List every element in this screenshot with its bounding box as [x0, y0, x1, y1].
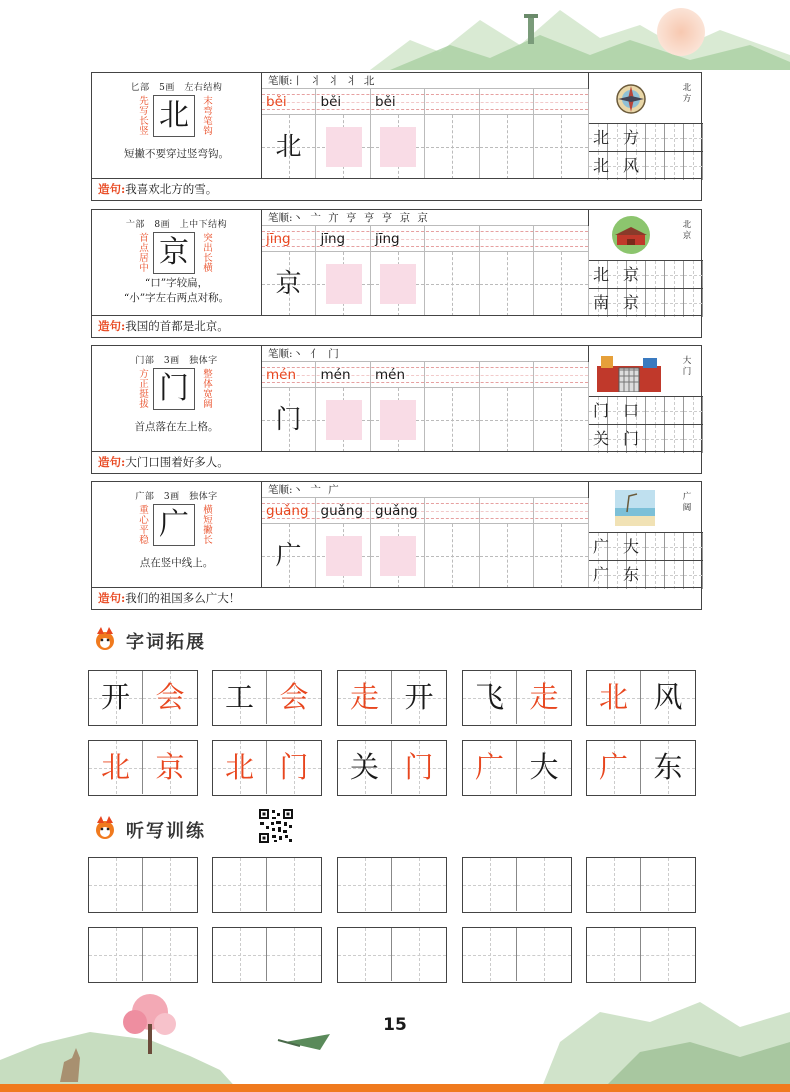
practice-area: [262, 210, 589, 316]
stroke-order-label: 笔顺:: [268, 484, 293, 496]
pinyin-cell[interactable]: [426, 89, 480, 115]
tracing-cell[interactable]: [317, 115, 371, 179]
gate-icon: [597, 352, 661, 392]
pinyin-row: [262, 89, 588, 115]
word-cell[interactable]: [665, 397, 684, 425]
word-cell[interactable]: [684, 425, 703, 453]
word-box: [337, 670, 447, 726]
writing-note: 短撇不要穿过竖弯钩。: [124, 148, 229, 160]
model-character-small: 门: [275, 405, 302, 435]
dictation-cell[interactable]: [267, 858, 321, 911]
model-character-small: 广: [275, 541, 302, 571]
word-box-cell: [641, 671, 695, 724]
section-title: 听写训练: [126, 821, 206, 842]
word-panel: [589, 73, 703, 179]
example-word: 北风: [593, 156, 654, 175]
pinyin-cell[interactable]: [480, 362, 534, 388]
stroke-order-sequence: 丨 丬 丬 丬 北: [292, 75, 377, 87]
word-character: 门: [279, 750, 309, 784]
writing-tip-right: 横短撇长: [203, 505, 213, 546]
stroke-order-label: 笔顺:: [268, 75, 293, 87]
writing-note: 点在竖中线上。: [139, 557, 214, 569]
dictation-cell[interactable]: [338, 928, 392, 981]
word-character: 东: [653, 750, 683, 784]
tracing-cell[interactable]: [262, 388, 316, 452]
dictation-cell[interactable]: [463, 928, 517, 981]
model-character: 北: [153, 95, 195, 137]
tracing-cell[interactable]: [426, 115, 480, 179]
pinyin-cell: mén: [317, 362, 371, 388]
example-word: 广大: [593, 537, 654, 556]
word-cell[interactable]: [684, 561, 703, 589]
dictation-cell[interactable]: [89, 928, 143, 981]
word-cell[interactable]: [684, 289, 703, 317]
word-character: 关: [349, 750, 379, 784]
sentence-text: 大门口围着好多人。: [125, 455, 229, 469]
page-number: 15: [383, 1015, 407, 1035]
trace-placeholder: [380, 127, 416, 167]
word-box-cell: [267, 741, 321, 794]
char-info-panel: [92, 482, 262, 588]
sentence-text: 我们的祖国多么广大！: [125, 591, 241, 605]
lesson-main: [92, 482, 701, 588]
qr-code-icon[interactable]: [258, 808, 294, 844]
trace-placeholder: [326, 400, 362, 440]
word-character: 广: [598, 750, 628, 784]
sentence-text: 我喜欢北方的雪。: [125, 182, 218, 196]
word-box-cell: [213, 741, 267, 794]
practice-area: [262, 482, 589, 588]
dictation-cell[interactable]: [517, 858, 571, 911]
word-writing-grid: [589, 532, 703, 588]
trace-placeholder: [380, 536, 416, 576]
word-row: [589, 532, 703, 560]
tracing-grid-row: [262, 388, 588, 452]
word-box-cell: [587, 741, 641, 794]
radical-stroke-structure: 门部 3画 独体字: [135, 356, 218, 366]
practice-area: [262, 73, 589, 179]
dictation-box[interactable]: [462, 857, 572, 913]
stroke-order-sequence: 丶 亠 广: [292, 484, 341, 496]
dictation-cell[interactable]: [587, 928, 641, 981]
sentence-text: 我国的首都是北京。: [125, 319, 229, 333]
word-panel: [589, 346, 703, 452]
writing-tip-left: 重心平稳: [139, 505, 149, 546]
illustration-caption: 广阔: [682, 492, 692, 513]
mascot-icon: [92, 815, 118, 843]
pinyin-cell: jīng: [371, 226, 425, 252]
word-character: 开: [404, 680, 434, 714]
word-writing-grid: [589, 123, 703, 179]
tracing-cell[interactable]: [426, 252, 480, 316]
tracing-cell[interactable]: [371, 252, 425, 316]
pinyin-cell: běi: [317, 89, 371, 115]
tracing-grid-row: [262, 252, 588, 316]
writing-note: 首点落在左上格。: [134, 421, 219, 433]
example-word: 关门: [593, 429, 654, 448]
word-box-cell: [338, 741, 392, 794]
word-box-cell: [517, 671, 571, 724]
radical-stroke-structure: 亠部 8画 上中下结构: [125, 220, 228, 230]
model-character: 京: [153, 232, 195, 274]
word-box: [88, 670, 198, 726]
illustration-caption: 北方: [682, 83, 692, 104]
model-character-small: 北: [275, 132, 302, 162]
tracing-cell[interactable]: [535, 388, 589, 452]
dictation-cell[interactable]: [392, 928, 446, 981]
word-box: [337, 740, 447, 796]
trace-placeholder: [380, 400, 416, 440]
illustration: [589, 482, 703, 532]
pinyin-cell: guǎng: [317, 498, 371, 524]
word-cell[interactable]: [684, 261, 703, 289]
word-character: 工: [224, 680, 254, 714]
tracing-cell[interactable]: [317, 524, 371, 588]
dictation-box[interactable]: [88, 857, 198, 913]
tracing-cell[interactable]: [262, 524, 316, 588]
pinyin-cell[interactable]: [426, 226, 480, 252]
writing-tip-right: 末弯笔钩: [203, 96, 213, 137]
bottom-accent-bar: [0, 1084, 790, 1092]
mascot-icon: [92, 626, 118, 654]
illustration: [589, 210, 703, 260]
word-row: [589, 288, 703, 316]
writing-tip-right: 突出长横: [203, 233, 213, 274]
word-box-cell: [89, 671, 143, 724]
tracing-cell[interactable]: [262, 115, 316, 179]
dictation-box[interactable]: [337, 857, 447, 913]
word-cell[interactable]: [665, 152, 684, 180]
model-character: 门: [153, 368, 195, 410]
word-cell[interactable]: [684, 152, 703, 180]
pinyin-cell: mén: [262, 362, 316, 388]
writing-tip-left: 先写长竖: [139, 96, 149, 137]
dictation-box[interactable]: [586, 857, 696, 913]
pinyin-cell: běi: [262, 89, 316, 115]
word-cell[interactable]: [684, 397, 703, 425]
sentence-label: 造句:: [98, 455, 126, 469]
word-character: 开: [100, 680, 130, 714]
word-character: 会: [279, 680, 309, 714]
pinyin-cell[interactable]: [426, 362, 480, 388]
word-box: [462, 670, 572, 726]
pinyin-cell[interactable]: [426, 498, 480, 524]
word-box-cell: [143, 741, 197, 794]
pinyin-cell: jīng: [262, 226, 316, 252]
example-word: 北方: [593, 128, 654, 147]
stroke-order-row: [262, 482, 588, 498]
word-character: 大: [529, 750, 559, 784]
dictation-cell[interactable]: [463, 858, 517, 911]
word-box-cell: [267, 671, 321, 724]
stroke-order-row: [262, 73, 588, 89]
sentence-label: 造句:: [98, 591, 126, 605]
word-box-cell: [338, 671, 392, 724]
pinyin-row: [262, 362, 588, 388]
word-box-cell: [392, 671, 446, 724]
word-character: 门: [404, 750, 434, 784]
tracing-cell[interactable]: [371, 524, 425, 588]
example-word: 南京: [593, 293, 654, 312]
dictation-cell[interactable]: [143, 928, 197, 981]
example-word: 广东: [593, 565, 654, 584]
tiananmen-icon: [609, 215, 653, 255]
stroke-order-label: 笔顺:: [268, 212, 293, 224]
compass-icon: [611, 79, 651, 119]
dictation-cell[interactable]: [517, 928, 571, 981]
stroke-order-row: [262, 346, 588, 362]
tracing-cell[interactable]: [317, 252, 371, 316]
lesson-card-bei: [91, 72, 702, 201]
radical-stroke-structure: 广部 3画 独体字: [135, 492, 218, 502]
word-box-cell: [463, 741, 517, 794]
beach-icon: [615, 490, 655, 526]
writing-note: “口”字较扁， “小”字左右两点对称。: [123, 277, 230, 304]
pinyin-cell[interactable]: [535, 362, 589, 388]
example-word: 门口: [593, 401, 654, 420]
tracing-cell[interactable]: [480, 115, 534, 179]
word-cell[interactable]: [665, 425, 684, 453]
dictation-cell[interactable]: [392, 858, 446, 911]
writing-tip-left: 方正挺拔: [139, 369, 149, 410]
trace-placeholder: [326, 536, 362, 576]
word-character: 广: [474, 750, 504, 784]
lesson-card-men: [91, 345, 702, 474]
sentence-label: 造句:: [98, 182, 126, 196]
dictation-cell[interactable]: [338, 858, 392, 911]
word-cell[interactable]: [665, 561, 684, 589]
word-row: [589, 424, 703, 452]
tracing-cell[interactable]: [480, 388, 534, 452]
sentence-row: [92, 178, 701, 200]
word-box: [586, 740, 696, 796]
word-cell[interactable]: [665, 289, 684, 317]
dictation-box[interactable]: [212, 857, 322, 913]
writing-tip-right: 整体宽阔: [203, 369, 213, 410]
pinyin-cell: guǎng: [371, 498, 425, 524]
section-title: 字词拓展: [126, 632, 206, 653]
dictation-box[interactable]: [586, 927, 696, 983]
word-character: 会: [155, 680, 185, 714]
lesson-card-jing: [91, 209, 702, 338]
sentence-row: [92, 587, 701, 609]
tracing-cell[interactable]: [426, 524, 480, 588]
dictation-cell[interactable]: [641, 858, 695, 911]
word-row: [589, 151, 703, 179]
tracing-cell[interactable]: [480, 252, 534, 316]
word-row: [589, 396, 703, 424]
word-cell[interactable]: [665, 533, 684, 561]
sentence-row: [92, 451, 701, 473]
pinyin-row: [262, 498, 588, 524]
dictation-cell[interactable]: [213, 928, 267, 981]
pinyin-cell: běi: [371, 89, 425, 115]
word-box: [88, 740, 198, 796]
char-info-panel: [92, 346, 262, 452]
word-box: [462, 740, 572, 796]
tracing-grid-row: [262, 115, 588, 179]
sun-decoration: [657, 8, 705, 56]
word-character: 北: [224, 750, 254, 784]
tracing-cell[interactable]: [426, 388, 480, 452]
word-character: 走: [349, 680, 379, 714]
word-character: 飞: [474, 680, 504, 714]
char-info-panel: [92, 210, 262, 316]
word-box-cell: [143, 671, 197, 724]
dictation-cell[interactable]: [213, 858, 267, 911]
word-cell[interactable]: [665, 261, 684, 289]
word-box-cell: [213, 671, 267, 724]
word-box-cell: [587, 671, 641, 724]
lesson-card-guang: [91, 481, 702, 610]
dictation-box[interactable]: [337, 927, 447, 983]
dictation-cell[interactable]: [143, 858, 197, 911]
practice-area: [262, 346, 589, 452]
pinyin-cell: mén: [371, 362, 425, 388]
word-box-cell: [463, 671, 517, 724]
dictation-cell[interactable]: [267, 928, 321, 981]
word-cell[interactable]: [665, 124, 684, 152]
word-row: [589, 260, 703, 288]
pinyin-cell[interactable]: [480, 89, 534, 115]
word-character: 北: [598, 680, 628, 714]
tracing-cell[interactable]: [317, 388, 371, 452]
lesson-main: [92, 210, 701, 316]
dictation-cell[interactable]: [641, 928, 695, 981]
tracing-cell[interactable]: [262, 252, 316, 316]
char-info-panel: [92, 73, 262, 179]
word-box-cell: [517, 741, 571, 794]
trace-placeholder: [326, 264, 362, 304]
pinyin-cell[interactable]: [480, 226, 534, 252]
landscape-top-illustration: [370, 0, 790, 70]
tracing-cell[interactable]: [535, 115, 589, 179]
stroke-order-label: 笔顺:: [268, 348, 293, 360]
pinyin-cell[interactable]: [480, 498, 534, 524]
tracing-cell[interactable]: [371, 388, 425, 452]
illustration-caption: 大门: [682, 356, 692, 377]
word-row: [589, 123, 703, 151]
word-panel: [589, 482, 703, 588]
stroke-order-sequence: 丶 亠 亣 亨 亨 亨 京 京: [292, 212, 430, 224]
dictation-box[interactable]: [88, 927, 198, 983]
tracing-cell[interactable]: [480, 524, 534, 588]
trace-placeholder: [326, 127, 362, 167]
landscape-bottom-illustration: [0, 982, 790, 1092]
stroke-order-sequence: 丶 亻 门: [292, 348, 341, 360]
model-character-small: 京: [275, 269, 302, 299]
illustration: [589, 346, 703, 396]
word-box-cell: [89, 741, 143, 794]
lesson-main: [92, 346, 701, 452]
word-writing-grid: [589, 260, 703, 316]
word-character: 风: [653, 680, 683, 714]
dictation-cell[interactable]: [89, 858, 143, 911]
radical-stroke-structure: 匕部 5画 左右结构: [130, 83, 223, 93]
word-box: [212, 670, 322, 726]
model-character: 广: [153, 504, 195, 546]
word-box: [586, 670, 696, 726]
stroke-order-row: [262, 210, 588, 226]
word-character: 走: [529, 680, 559, 714]
word-row: [589, 560, 703, 588]
word-box: [212, 740, 322, 796]
illustration: [589, 73, 703, 123]
illustration-caption: 北京: [682, 220, 692, 241]
word-character: 京: [155, 750, 185, 784]
pinyin-cell[interactable]: [535, 89, 589, 115]
word-panel: [589, 210, 703, 316]
word-cell[interactable]: [684, 124, 703, 152]
tracing-cell[interactable]: [535, 524, 589, 588]
tracing-cell[interactable]: [371, 115, 425, 179]
tracing-cell[interactable]: [535, 252, 589, 316]
pinyin-row: [262, 226, 588, 252]
pinyin-cell: guǎng: [262, 498, 316, 524]
trace-placeholder: [380, 264, 416, 304]
sentence-label: 造句:: [98, 319, 126, 333]
sentence-row: [92, 315, 701, 337]
pinyin-cell[interactable]: [535, 498, 589, 524]
pinyin-cell: jīng: [317, 226, 371, 252]
word-character: 北: [100, 750, 130, 784]
tracing-grid-row: [262, 524, 588, 588]
dictation-cell[interactable]: [587, 858, 641, 911]
word-cell[interactable]: [684, 533, 703, 561]
dictation-box[interactable]: [212, 927, 322, 983]
word-writing-grid: [589, 396, 703, 452]
example-word: 北京: [593, 265, 654, 284]
lesson-main: [92, 73, 701, 179]
pinyin-cell[interactable]: [535, 226, 589, 252]
dictation-box[interactable]: [462, 927, 572, 983]
word-box-cell: [641, 741, 695, 794]
word-box-cell: [392, 741, 446, 794]
writing-tip-left: 首点居中: [139, 233, 149, 274]
